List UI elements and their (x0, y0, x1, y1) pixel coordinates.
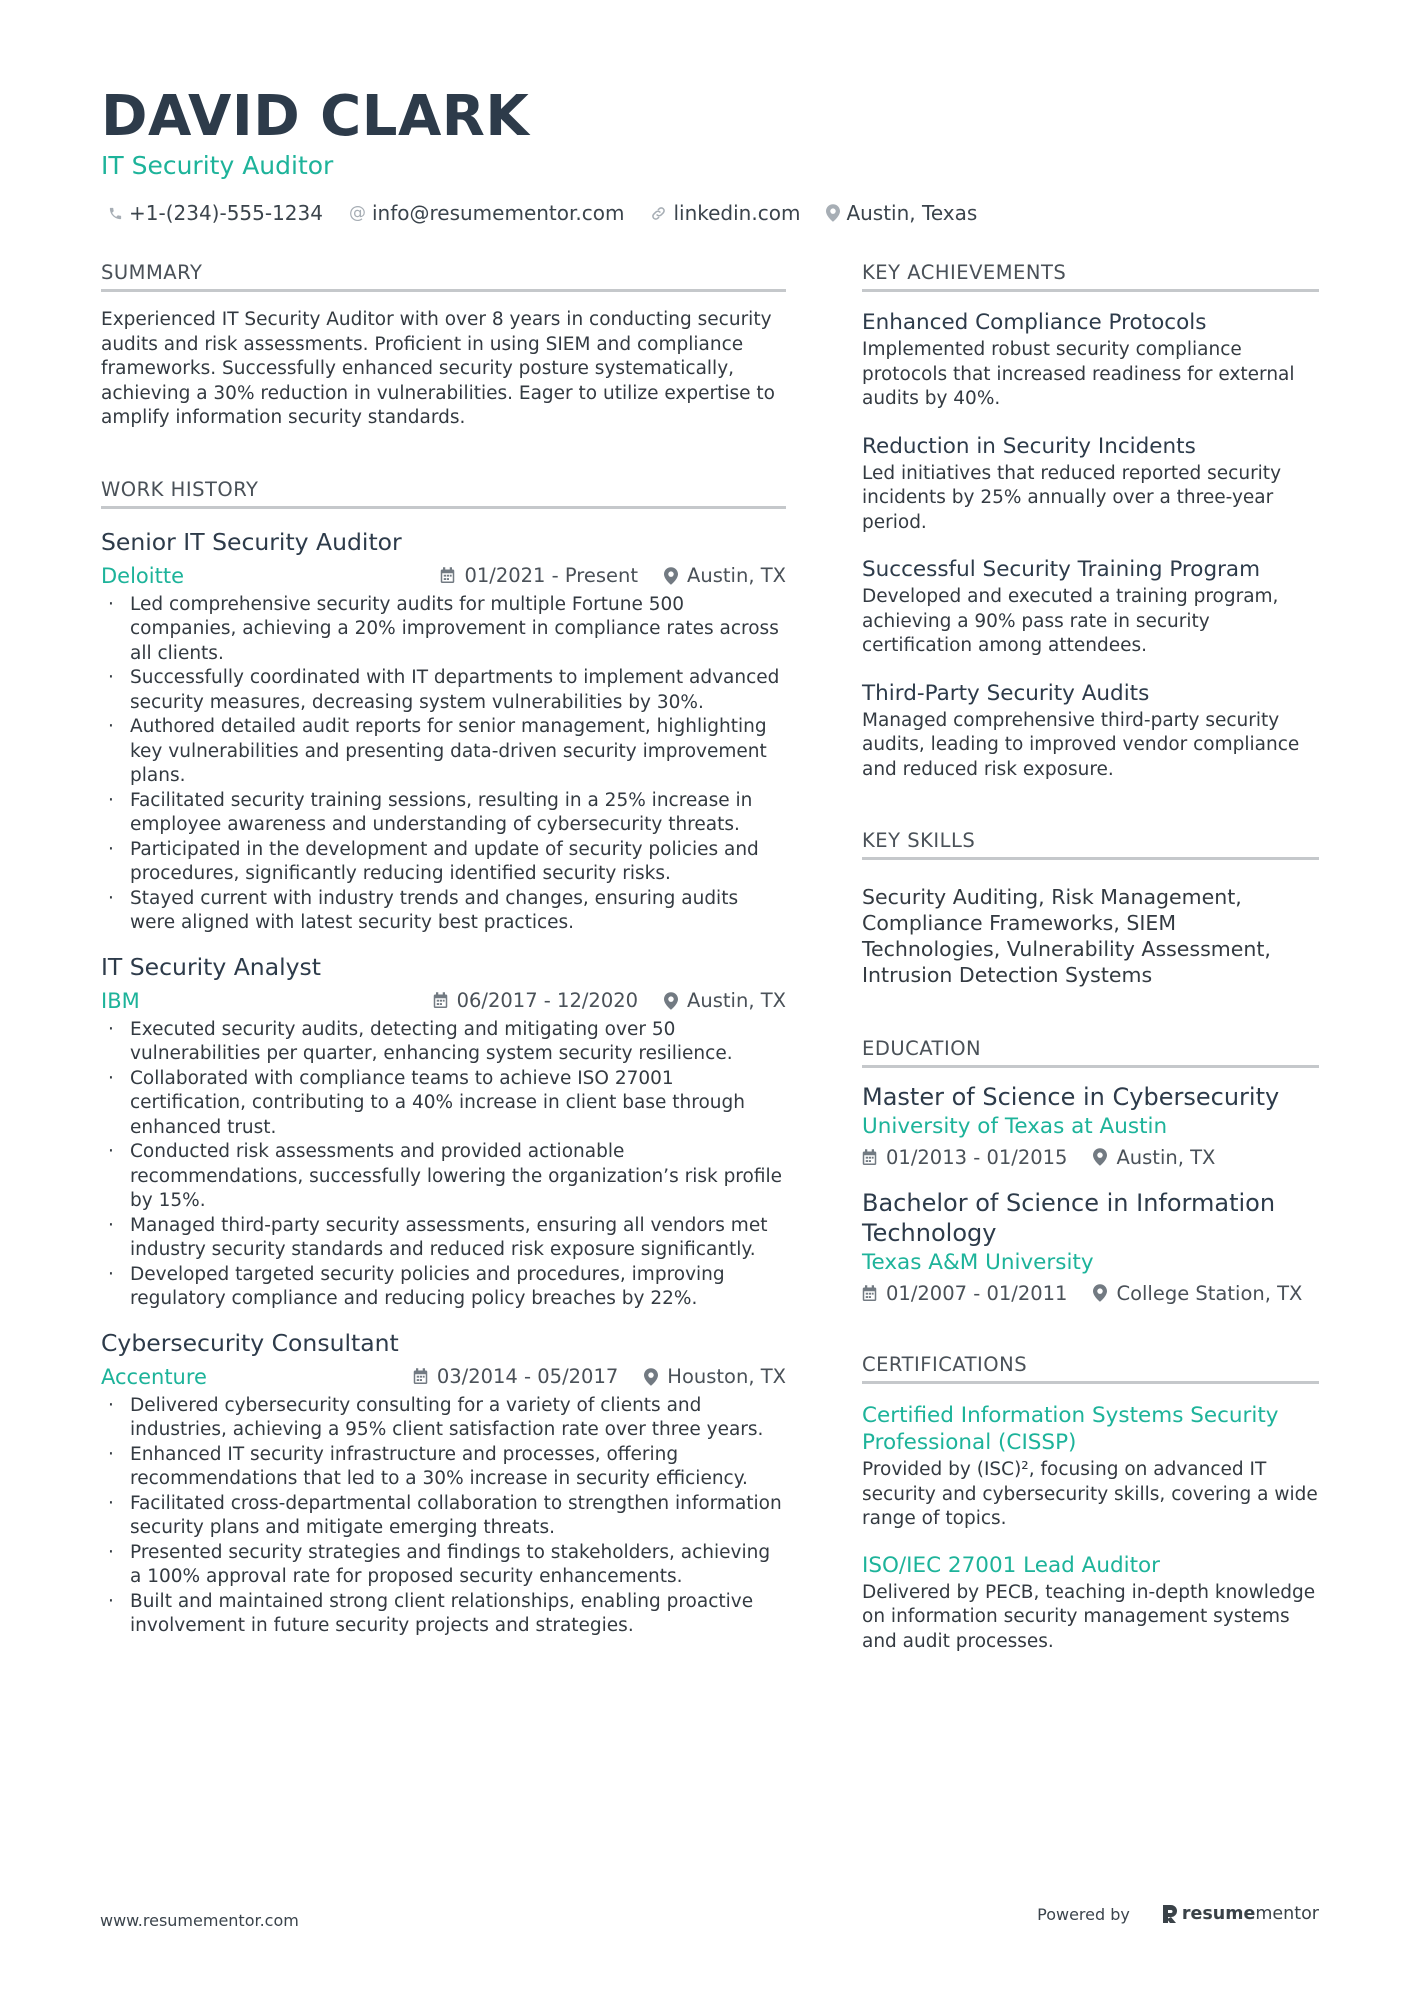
achievement-text: Implemented robust security compliance protocols that increased readiness for external audits by 40%. (862, 339, 1295, 409)
phone-text: +1-(234)-555-1234 (129, 201, 323, 225)
job-location: Austin, TX (687, 989, 786, 1012)
calendar-icon (433, 992, 448, 1009)
job-meta-row (101, 1362, 786, 1392)
job-meta (440, 564, 786, 587)
job-bullet: · Developed targeted security policies and procedures, improving regulatory compliance and reducing policy breaches by 22%. (101, 1263, 786, 1312)
degree-title: Bachelor of Science in Information Technology (862, 1189, 1276, 1247)
job-dates: 06/2017 - 12/2020 (456, 989, 639, 1012)
at-sign-icon: @ (348, 203, 366, 223)
footer-brand (1037, 1904, 1319, 1924)
education-heading: EDUCATION (862, 1036, 1319, 1068)
calendar-icon (413, 1368, 428, 1385)
job-entry (101, 1328, 786, 1639)
achievement-title: Enhanced Compliance Protocols (862, 310, 1207, 335)
work-history-heading: WORK HISTORY (101, 477, 786, 509)
job-bullet: · Led comprehensive security audits for multiple Fortune 500 companies, achieving a 20% improvement in compliance rates across all clients. (101, 593, 786, 667)
job-dates: 03/2014 - 05/2017 (436, 1365, 619, 1388)
contact-email[interactable] (349, 201, 624, 225)
job-bullets (101, 593, 786, 936)
summary-text: Experienced IT Security Auditor with over 8 years in conducting security audits and risk assessments. Proficient in using SIEM and compliance frameworks. Successfully enhanced security posture systematically, achieving a 30% reduction in vulnerabilities. Eager to utilize expertise to amplify information security standards. (101, 309, 775, 428)
link-icon (650, 205, 667, 222)
job-bullet: · Executed security audits, detecting and mitigating over 50 vulnerabilities per quarter, enhancing system security resilience. (101, 1018, 786, 1067)
achievement-text: Led initiatives that reduced reported security incidents by 25% annually over a three-year period. (862, 462, 1282, 533)
achievement-text: Managed comprehensive third-party security audits, leading to improved vendor compliance and reduced risk exposure. (862, 709, 1300, 780)
left-column (101, 260, 786, 1639)
company-name: IBM (101, 988, 140, 1013)
map-pin-icon (826, 204, 840, 222)
job-meta-row (101, 561, 786, 591)
job-bullets (101, 1394, 786, 1639)
job-bullet: · Collaborated with compliance teams to achieve ISO 27001 certification, contributing to a 40% increase in client base through enhanced trust. (101, 1067, 786, 1141)
skills-text: Security Auditing, Risk Management, Compliance Frameworks, SIEM Technologies, Vulnerability Assessment, Intrusion Detection Systems (862, 885, 1271, 987)
map-pin-icon (644, 1368, 658, 1386)
candidate-name: DAVID CLARK (101, 84, 530, 149)
certification-item (862, 1552, 1319, 1655)
education-location: Austin, TX (1116, 1145, 1216, 1169)
brand-name (1182, 1904, 1319, 1924)
job-bullet: · Facilitated cross-departmental collaboration to strengthen information security plans and mitigate emerging threats. (101, 1492, 786, 1541)
certification-text: Provided by (ISC)², focusing on advanced IT security and cybersecurity skills, covering a wide range of topics. (862, 1459, 1318, 1529)
linkedin-text: linkedin.com (673, 201, 801, 225)
achievement-title: Third-Party Security Audits (862, 680, 1150, 706)
map-pin-icon (1093, 1148, 1107, 1166)
education-item (862, 1082, 1319, 1172)
calendar-icon (862, 1285, 877, 1302)
certifications-heading: CERTIFICATIONS (862, 1352, 1319, 1384)
job-meta (433, 989, 786, 1012)
education-meta (862, 1278, 1319, 1308)
email-text: info@resumementor.com (371, 201, 625, 225)
brand-logo[interactable] (1162, 1904, 1319, 1924)
education-location: College Station, TX (1116, 1281, 1303, 1305)
job-entry (101, 527, 786, 936)
resumementor-logo-icon (1162, 1904, 1178, 1924)
job-bullet: · Facilitated security training sessions, resulting in a 25% increase in employee awareness and understanding of cybersecurity threats. (101, 789, 786, 838)
job-title: IT Security Analyst (101, 952, 321, 981)
education-dates: 01/2013 - 01/2015 (886, 1145, 1068, 1169)
map-pin-icon (664, 992, 678, 1010)
education-dates: 01/2007 - 01/2011 (886, 1281, 1068, 1305)
education-item (862, 1188, 1319, 1308)
achievement-item (862, 308, 1319, 412)
calendar-icon (440, 567, 455, 584)
footer-website[interactable]: www.resumementor.com (100, 1911, 299, 1930)
key-skills-heading: KEY SKILLS (862, 828, 1319, 860)
right-column (862, 260, 1319, 1654)
powered-by-label: Powered by (1037, 1904, 1130, 1924)
contact-bar (108, 200, 1003, 226)
job-bullet: · Successfully coordinated with IT departments to implement advanced security measures, decreasing system vulnerabilities by 30%. (101, 666, 786, 715)
job-dates: 01/2021 - Present (464, 564, 639, 587)
contact-phone[interactable] (108, 201, 323, 225)
job-title: Cybersecurity Consultant (101, 1328, 399, 1357)
job-title: Senior IT Security Auditor (101, 527, 402, 556)
job-bullet: · Presented security strategies and findings to stakeholders, achieving a 100% approval rate for proposed security enhancements. (101, 1541, 786, 1590)
achievement-item (862, 432, 1319, 536)
achievement-title: Reduction in Security Incidents (862, 433, 1196, 459)
job-bullet: · Delivered cybersecurity consulting for a variety of clients and industries, achieving a 95% client satisfaction rate over three years. (101, 1394, 786, 1443)
certification-text: Delivered by PECB, teaching in-depth knowledge on information security management systems and audit processes. (862, 1581, 1316, 1652)
phone-icon (108, 206, 123, 221)
calendar-icon (862, 1149, 877, 1166)
job-meta (413, 1365, 786, 1388)
degree-title: Master of Science in Cybersecurity (862, 1083, 1280, 1111)
map-pin-icon (664, 567, 678, 585)
contact-linkedin[interactable] (650, 201, 800, 225)
certification-title: ISO/IEC 27001 Lead Auditor (862, 1552, 1161, 1578)
achievement-text: Developed and executed a training program, achieving a 90% pass rate in security certification among attendees. (862, 586, 1279, 656)
location-text: Austin, Texas (846, 201, 978, 225)
education-meta (862, 1142, 1319, 1172)
certification-title: Certified Information Systems Security Professional (CISSP) (862, 1403, 1279, 1455)
achievement-item (862, 679, 1319, 783)
job-bullet: · Participated in the development and update of security policies and procedures, significantly reducing identified security risks. (101, 838, 786, 887)
candidate-role: IT Security Auditor (101, 151, 334, 180)
job-bullets (101, 1018, 786, 1312)
school-name: Texas A&M University (862, 1250, 1094, 1275)
job-entry (101, 952, 786, 1312)
job-bullet: · Authored detailed audit reports for senior management, highlighting key vulnerabilities and presenting data-driven security improvement plans. (101, 715, 786, 789)
job-bullet: · Built and maintained strong client relationships, enabling proactive involvement in future security projects and strategies. (101, 1590, 786, 1639)
summary-heading: SUMMARY (101, 260, 786, 292)
job-bullet: · Enhanced IT security infrastructure and processes, offering recommendations that led to a 30% increase in security efficiency. (101, 1443, 786, 1492)
company-name: Deloitte (101, 563, 184, 588)
contact-location (826, 201, 977, 225)
brand-name-bold: resume (1181, 1904, 1256, 1924)
job-location: Houston, TX (667, 1365, 786, 1388)
key-achievements-heading: KEY ACHIEVEMENTS (862, 260, 1319, 292)
school-name: University of Texas at Austin (862, 1114, 1168, 1139)
job-meta-row (101, 986, 786, 1016)
job-location: Austin, TX (687, 564, 786, 587)
job-bullet: · Managed third-party security assessments, ensuring all vendors met industry security standards and reduced risk exposure significantly. (101, 1214, 786, 1263)
company-name: Accenture (101, 1364, 207, 1389)
achievement-title: Successful Security Training Program (862, 557, 1261, 582)
map-pin-icon (1093, 1284, 1107, 1302)
achievement-item (862, 555, 1319, 659)
certification-item (862, 1402, 1319, 1532)
job-bullet: · Conducted risk assessments and provided actionable recommendations, successfully lowering the organization’s risk profile by 15%. (101, 1140, 786, 1214)
brand-name-light: mentor (1255, 1904, 1319, 1924)
job-bullet: · Stayed current with industry trends and changes, ensuring audits were aligned with latest security best practices. (101, 887, 786, 936)
